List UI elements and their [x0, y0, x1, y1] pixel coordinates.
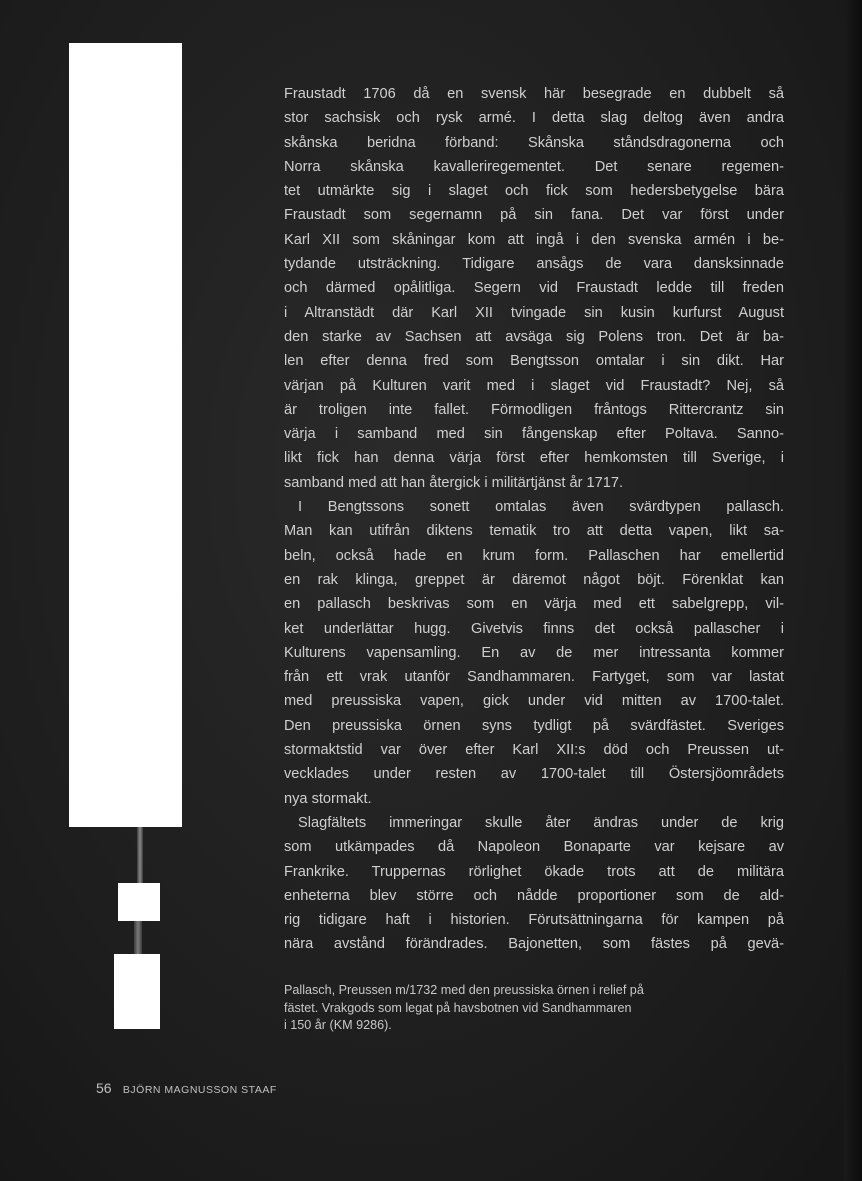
body-line: Frankrike. Truppernas rörlighet ökade trots att de militära: [284, 863, 784, 880]
body-line: likt fick han denna värja först efter hemkomsten till Sverige, i: [284, 450, 784, 467]
redacted-image-panel-bottom: [114, 954, 160, 1029]
page-number: 56: [96, 1080, 112, 1096]
body-line: är troligen inte fallet. Förmodligen fråntogs Rittercrantz sin: [284, 401, 784, 418]
body-line: samband med att han återgick i militärtjänst år 1717.: [284, 474, 624, 491]
figure-caption: [284, 982, 764, 1035]
caption-line: Pallasch, Preussen m/1732 med den preussiska örnen i relief på: [284, 983, 644, 997]
body-line: Fraustadt som segernamn på sin fana. Det var först under: [284, 207, 784, 224]
body-line: och därmed opålitliga. Segern vid Fraustadt ledde till freden: [284, 280, 784, 297]
body-line: värja i samband med sin fångenskap efter Poltava. Sanno-: [284, 426, 784, 443]
body-line: Norra skånska kavalleriregementet. Det senare regemen-: [284, 158, 784, 175]
body-line: stor sachsisk och rysk armé. I detta slag deltog även andra: [284, 110, 784, 127]
caption-line: i 150 år (KM 9286).: [284, 1018, 392, 1032]
body-line: som utkämpades då Napoleon Bonaparte var kejsare av: [284, 839, 784, 856]
redacted-image-panel-small: [118, 883, 160, 921]
running-author: BJÖRN MAGNUSSON STAAF: [122, 1084, 277, 1096]
body-line: stormaktstid var över efter Karl XII:s död och Preussen ut-: [284, 742, 784, 759]
body-line: len efter denna fred som Bengtsson omtalar i sin dikt. Har: [284, 353, 784, 370]
page-edge-shadow: [844, 0, 862, 1181]
body-line: från ett vrak utanför Sandhammaren. Fartyget, som var lastat: [284, 669, 784, 686]
body-line: i Altranstädt där Karl XII tvingade sin kusin kurfurst August: [284, 304, 784, 321]
body-line: enheterna blev större och nådde proportioner som de ald-: [284, 887, 784, 904]
body-line: Fraustadt 1706 då en svensk här besegrade en dubbelt så: [284, 86, 784, 102]
body-line: en pallasch beskrivas som en värja med ett sabelgrepp, vil-: [284, 596, 784, 613]
body-line: den starke av Sachsen att avsäga sig Polens tron. Det är ba-: [284, 328, 784, 345]
body-line: beln, också hade en krum form. Pallaschen har emellertid: [284, 547, 784, 564]
body-line: Kulturens vapensamling. En av de mer intressanta kommer: [284, 644, 784, 661]
caption-line: fästet. Vrakgods som legat på havsbotnen vid Sandhammaren: [284, 1000, 632, 1015]
body-line: nära avstånd förändrades. Bajonetten, som fästes på gevä-: [284, 936, 784, 953]
redacted-image-panel: [69, 43, 182, 827]
body-line: nya stormakt.: [284, 790, 372, 807]
body-line: I Bengtssons sonett omtalas även svärdtypen pallasch.: [298, 499, 784, 516]
body-line: Karl XII som skåningar kom att ingå i den svenska armén i be-: [284, 231, 784, 248]
body-line: vecklades under resten av 1700-talet till Östersjöområdets: [284, 766, 784, 783]
body-line: Man kan utifrån diktens tematik tro att detta vapen, likt sa-: [284, 523, 784, 540]
body-line: tydande utsträckning. Tidigare ansågs de vara dansksinnade: [284, 256, 784, 273]
body-line: ket underlättar hugg. Givetvis finns det också pallascher i: [284, 620, 784, 637]
body-line: Slagfältets immeringar skulle åter ändras under de krig: [298, 814, 784, 831]
body-line: värjan på Kulturen varit med i slaget vid Fraustadt? Nej, så: [284, 377, 784, 394]
body-line: rig tidigare haft i historien. Förutsättningarna för kampen på: [284, 912, 784, 929]
body-line: med preussiska vapen, gick under vid mitten av 1700-talet.: [284, 693, 784, 710]
sword-blade-image: [137, 827, 143, 883]
page-footer: [96, 1080, 277, 1096]
body-text: [284, 82, 784, 957]
body-line: Den preussiska örnen syns tydligt på svärdfästet. Sveriges: [284, 717, 784, 734]
body-line: tet utmärkte sig i slaget och fick som hedersbetygelse bära: [284, 183, 784, 200]
sword-hilt-image: [134, 921, 142, 954]
body-line: en rak klinga, greppet är däremot något böjt. Förenklat kan: [284, 571, 784, 588]
body-line: skånska beridna förband: Skånska ståndsdragonerna och: [284, 134, 784, 151]
